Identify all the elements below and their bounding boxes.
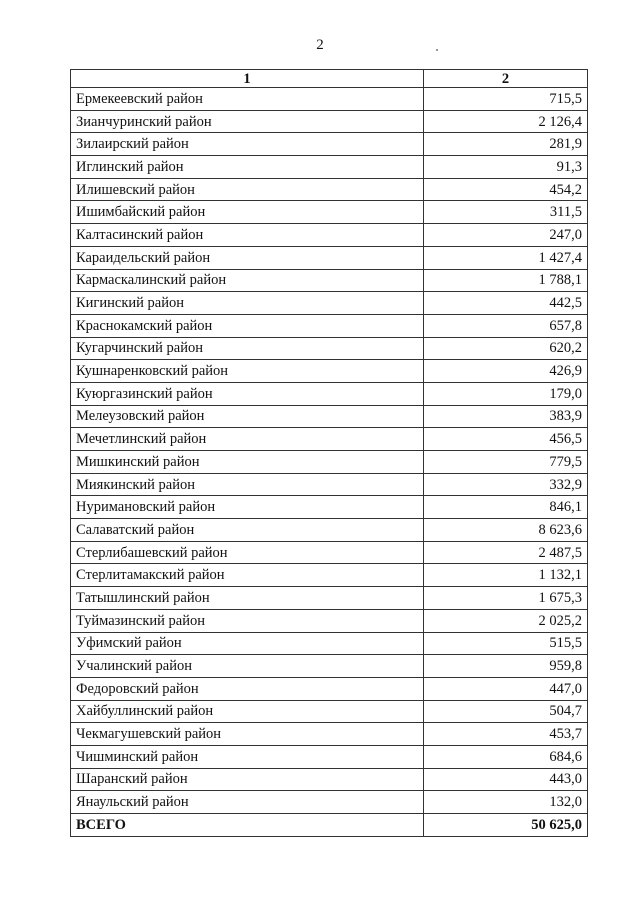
- district-name: Туймазинский район: [71, 609, 424, 632]
- table-row: [71, 428, 588, 451]
- district-name: Хайбуллинский район: [71, 700, 424, 723]
- total-row: [71, 814, 588, 837]
- table-row: [71, 473, 588, 496]
- district-name: Мечетлинский район: [71, 428, 424, 451]
- district-name: Шаранский район: [71, 768, 424, 791]
- district-value: 2 126,4: [424, 110, 588, 133]
- table-body: [71, 88, 588, 837]
- table-row: [71, 677, 588, 700]
- table-row: [71, 791, 588, 814]
- district-name: Миякинский район: [71, 473, 424, 496]
- table-row: [71, 224, 588, 247]
- table-row: [71, 723, 588, 746]
- district-value: 657,8: [424, 314, 588, 337]
- table-row: [71, 655, 588, 678]
- district-value: 1 132,1: [424, 564, 588, 587]
- district-name: Татышлинский район: [71, 587, 424, 610]
- district-name: Кармаскалинский район: [71, 269, 424, 292]
- district-name: Ишимбайский район: [71, 201, 424, 224]
- district-name: Караидельский район: [71, 246, 424, 269]
- district-name: Кушнаренковский район: [71, 360, 424, 383]
- district-name: Федоровский район: [71, 677, 424, 700]
- district-value: 456,5: [424, 428, 588, 451]
- district-value: 684,6: [424, 745, 588, 768]
- district-value: 332,9: [424, 473, 588, 496]
- district-name: Учалинский район: [71, 655, 424, 678]
- table-row: [71, 178, 588, 201]
- district-name: Салаватский район: [71, 519, 424, 542]
- district-name: Иглинский район: [71, 156, 424, 179]
- table-row: [71, 768, 588, 791]
- table-row: [71, 269, 588, 292]
- district-name: Краснокамский район: [71, 314, 424, 337]
- district-name: Нуримановский район: [71, 496, 424, 519]
- table-row: [71, 360, 588, 383]
- table-row: [71, 564, 588, 587]
- district-value: 846,1: [424, 496, 588, 519]
- district-value: 1 788,1: [424, 269, 588, 292]
- district-table: [70, 69, 588, 837]
- district-name: Чекмагушевский район: [71, 723, 424, 746]
- district-name: Уфимский район: [71, 632, 424, 655]
- district-value: 1 427,4: [424, 246, 588, 269]
- district-name: Чишминский район: [71, 745, 424, 768]
- district-name: Зианчуринский район: [71, 110, 424, 133]
- table-row: [71, 88, 588, 111]
- table-row: [71, 632, 588, 655]
- table-row: [71, 314, 588, 337]
- district-value: 453,7: [424, 723, 588, 746]
- table-row: [71, 133, 588, 156]
- district-value: 179,0: [424, 382, 588, 405]
- table-row: [71, 337, 588, 360]
- table-row: [71, 201, 588, 224]
- district-name: Ермекеевский район: [71, 88, 424, 111]
- table-row: [71, 519, 588, 542]
- district-name: Стерлибашевский район: [71, 541, 424, 564]
- district-name: Зилаирский район: [71, 133, 424, 156]
- district-name: Мишкинский район: [71, 451, 424, 474]
- district-name: Стерлитамакский район: [71, 564, 424, 587]
- district-value: 91,3: [424, 156, 588, 179]
- district-value: 8 623,6: [424, 519, 588, 542]
- district-value: 443,0: [424, 768, 588, 791]
- district-name: Калтасинский район: [71, 224, 424, 247]
- table-row: [71, 110, 588, 133]
- table-row: [71, 587, 588, 610]
- table-row: [71, 541, 588, 564]
- column-header: 2: [424, 70, 588, 88]
- district-value: 442,5: [424, 292, 588, 315]
- district-name: Мелеузовский район: [71, 405, 424, 428]
- district-name: Илишевский район: [71, 178, 424, 201]
- district-name: Кугарчинский район: [71, 337, 424, 360]
- district-value: 715,5: [424, 88, 588, 111]
- table-row: [71, 156, 588, 179]
- district-value: 383,9: [424, 405, 588, 428]
- district-value: 515,5: [424, 632, 588, 655]
- table-row: [71, 609, 588, 632]
- district-name: Кигинский район: [71, 292, 424, 315]
- table-row: [71, 382, 588, 405]
- scan-artifact-dot: [436, 49, 438, 51]
- table-row: [71, 745, 588, 768]
- district-value: 247,0: [424, 224, 588, 247]
- district-value: 447,0: [424, 677, 588, 700]
- district-value: 2 487,5: [424, 541, 588, 564]
- district-value: 311,5: [424, 201, 588, 224]
- district-value: 779,5: [424, 451, 588, 474]
- district-name: Янаульский район: [71, 791, 424, 814]
- district-name: Куюргазинский район: [71, 382, 424, 405]
- district-value: 2 025,2: [424, 609, 588, 632]
- total-value: 50 625,0: [424, 814, 588, 837]
- district-value: 620,2: [424, 337, 588, 360]
- district-value: 454,2: [424, 178, 588, 201]
- district-value: 1 675,3: [424, 587, 588, 610]
- column-header: 1: [71, 70, 424, 88]
- page-number: 2: [316, 37, 324, 53]
- district-value: 281,9: [424, 133, 588, 156]
- table-row: [71, 700, 588, 723]
- district-value: 959,8: [424, 655, 588, 678]
- district-value: 504,7: [424, 700, 588, 723]
- total-label: ВСЕГО: [71, 814, 424, 837]
- table-row: [71, 246, 588, 269]
- district-value: 426,9: [424, 360, 588, 383]
- table-row: [71, 405, 588, 428]
- table-row: [71, 451, 588, 474]
- table-row: [71, 292, 588, 315]
- table-header-row: [71, 70, 588, 88]
- table-row: [71, 496, 588, 519]
- district-value: 132,0: [424, 791, 588, 814]
